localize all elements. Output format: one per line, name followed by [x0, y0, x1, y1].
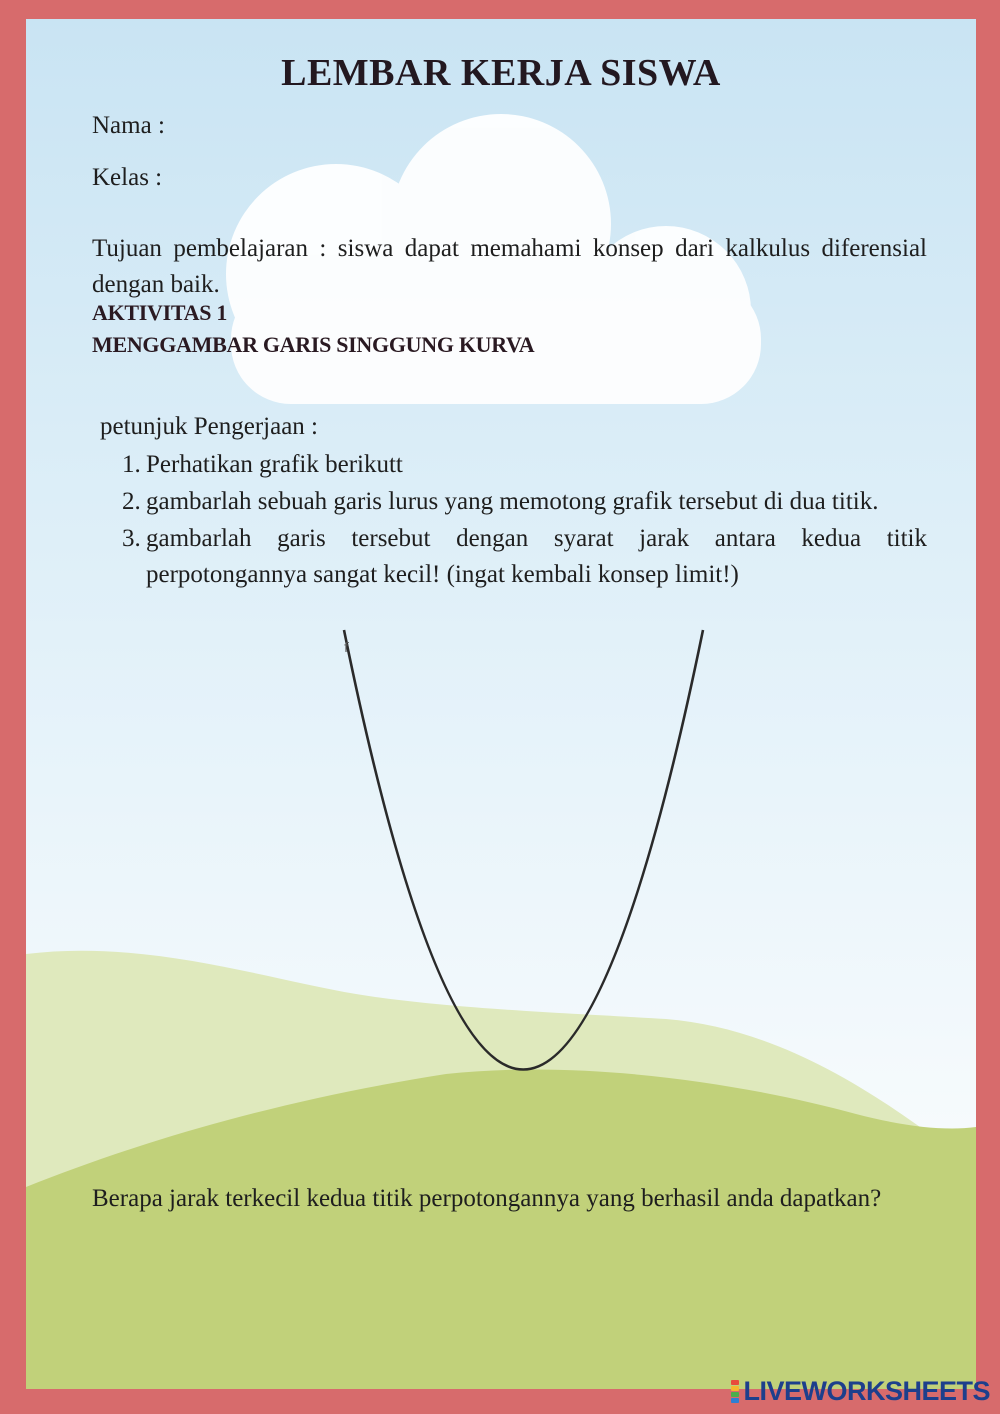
liveworksheets-branding[interactable] [731, 1375, 990, 1406]
page-title: LEMBAR KERJA SISWA [281, 52, 721, 94]
step-text: gambarlah sebuah garis lurus yang memotong grafik tersebut di dua titik. [146, 488, 879, 515]
step-number: 3. [122, 525, 141, 552]
brand-logo-icon [731, 1380, 739, 1403]
question-text: Berapa jarak terkecil kedua titik perpotongannya yang berhasil anda dapatkan? [92, 1185, 882, 1212]
step-text: gambarlah garis tersebut dengan syarat jarak antara kedua titik perpotongannya sangat kecil! (ingat kembali konsep limit!) [146, 525, 927, 588]
activity-title: MENGGAMBAR GARIS SINGGUNG KURVA [92, 332, 535, 357]
step-number: 1. [122, 451, 141, 478]
parabola-curve[interactable] [344, 630, 703, 1070]
name-field-label: Nama : [92, 112, 165, 139]
activity-label: AKTIVITAS 1 [92, 300, 228, 325]
worksheet-page [26, 19, 976, 1389]
step-text: Perhatikan grafik berikutt [146, 451, 403, 478]
function-label: f [344, 641, 349, 656]
instructions-heading: petunjuk Pengerjaan : [100, 413, 318, 440]
learning-objective: Tujuan pembelajaran : siswa dapat memahami konsep dari kalkulus diferensial dengan baik. [92, 235, 927, 298]
brand-name: LIVEWORKSHEETS [743, 1375, 990, 1406]
step-number: 2. [122, 488, 141, 515]
class-field-label: Kelas : [92, 164, 163, 191]
